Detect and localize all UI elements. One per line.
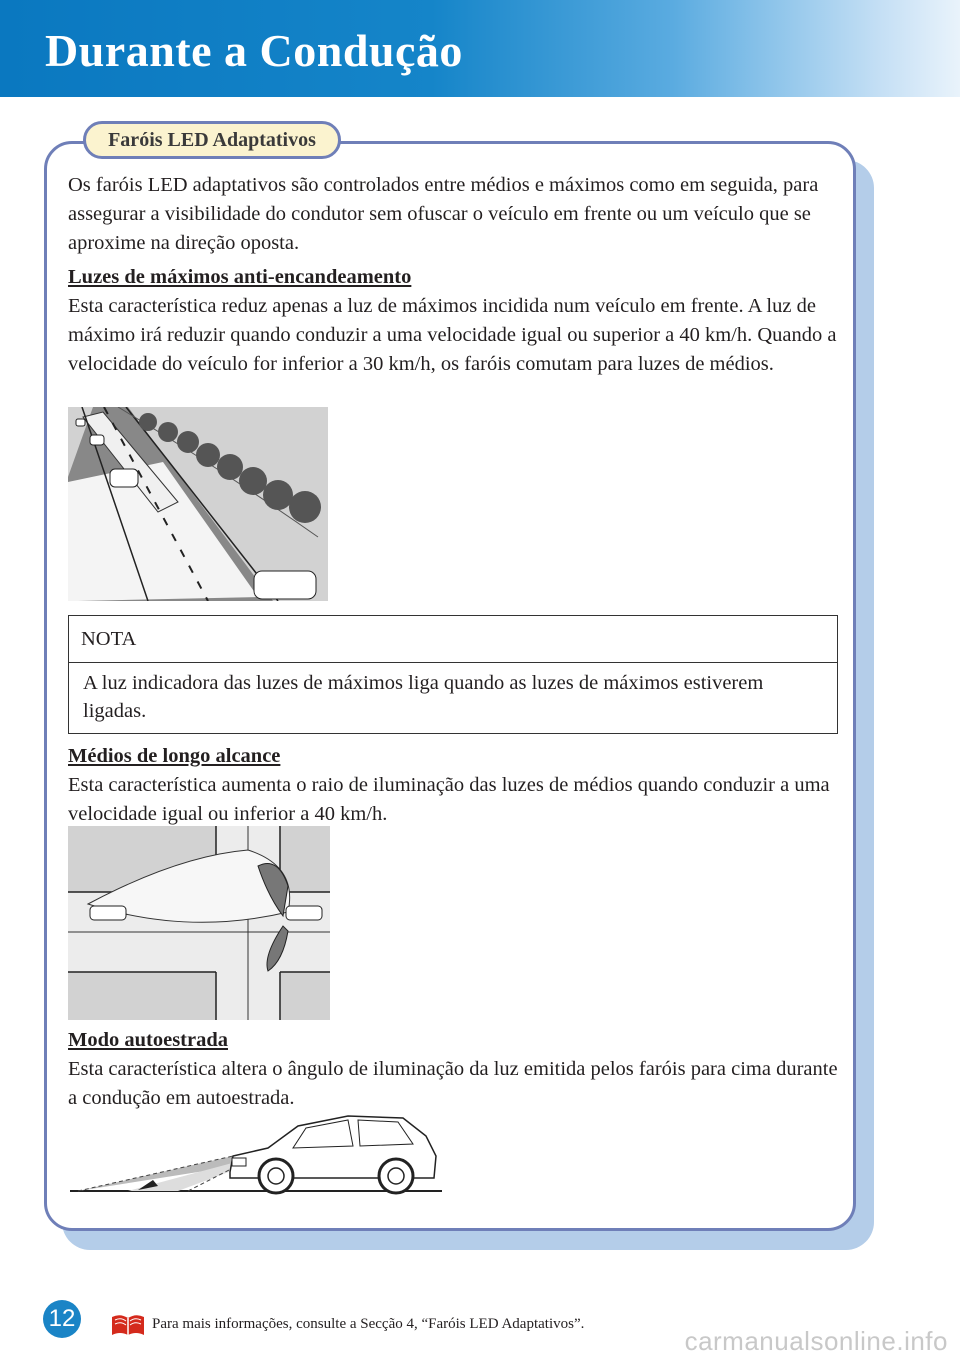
glare-free-text: Esta característica reduz apenas a luz de máximos incidida num veículo em frente. A luz de máximo irá reduzir quando conduzir a uma velocidade igual ou superior a 40 km/h. Quando a velocidade do veículo for inferior a 30 km/h, os faróis comutam para luzes de médios. (68, 295, 837, 375)
note-heading: NOTA (69, 616, 837, 663)
glare-free-illustration (68, 407, 328, 601)
wide-range-illustration (68, 826, 330, 1020)
page-title: Durante a Condução (45, 25, 463, 76)
watermark: carmanualsonline.info (684, 1326, 948, 1356)
glare-free-heading: Luzes de máximos anti-encandeamento (68, 266, 412, 288)
page-header (0, 0, 960, 97)
wide-range-heading: Médios de longo alcance (68, 745, 281, 767)
highway-mode-text: Esta característica altera o ângulo de iluminação da luz emitida pelos faróis para cima durante a condução em autoestrada. (68, 1058, 838, 1109)
glare-free-section (68, 263, 838, 379)
section-tab: Faróis LED Adaptativos (83, 121, 341, 159)
highway-mode-section (68, 1026, 838, 1113)
book-icon (110, 1313, 146, 1337)
note-text: A luz indicadora das luzes de máximos liga quando as luzes de máximos estiverem ligadas. (83, 672, 764, 722)
note-box (68, 615, 838, 734)
page-number: 12 (43, 1300, 81, 1338)
footer-reference: Para mais informações, consulte a Secção 4, “Faróis LED Adaptativos”. (152, 1316, 585, 1332)
highway-mode-illustration (68, 1108, 444, 1196)
wide-range-text: Esta característica aumenta o raio de iluminação das luzes de médios quando conduzir a uma velocidade igual ou inferior a 40 km/h. (68, 774, 830, 825)
highway-mode-heading: Modo autoestrada (68, 1029, 229, 1051)
wide-range-section (68, 742, 838, 829)
intro-paragraph: Os faróis LED adaptativos são controlados entre médios e máximos como em seguida, para assegurar a visibilidade do condutor sem ofuscar o veículo em frente ou um veículo que se aproxime na direção oposta. (68, 174, 819, 254)
